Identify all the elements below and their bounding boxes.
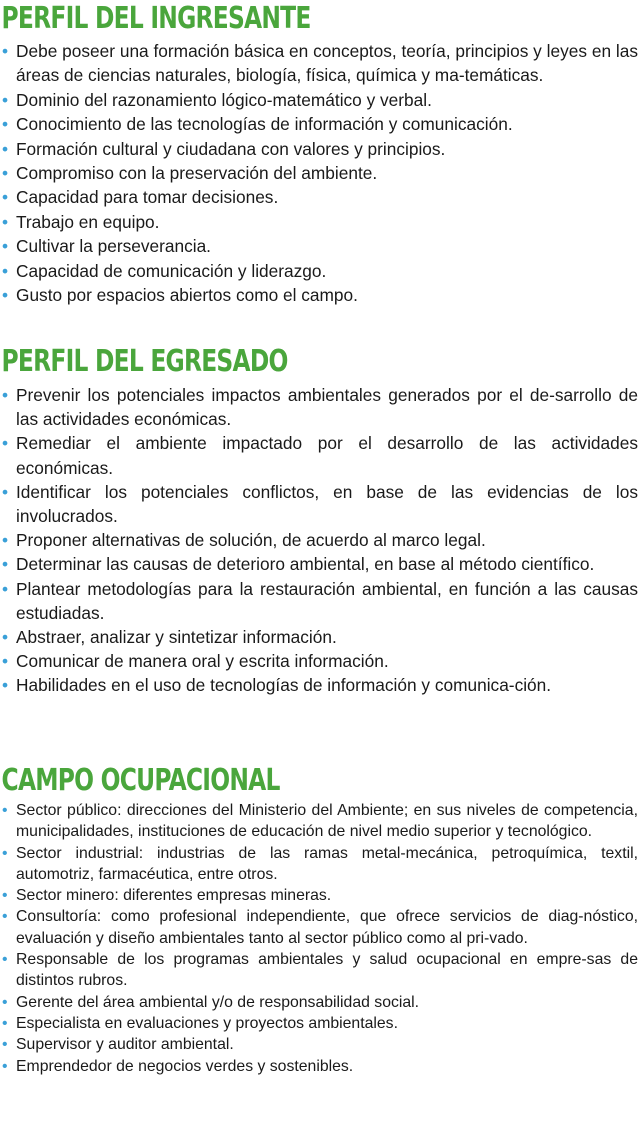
bullet-icon: • [2, 285, 9, 306]
bullet-icon: • [2, 89, 9, 110]
bullet-icon: • [2, 236, 9, 257]
list-item [0, 1013, 638, 1034]
list-item-text: Habilidades en el uso de tecnologías de información y comunica-ción. [16, 675, 552, 696]
bullet-icon: • [2, 908, 8, 926]
bullet-icon: • [2, 951, 8, 969]
bullet-icon: • [2, 651, 9, 672]
list-item [0, 88, 638, 112]
bullet-icon: • [2, 554, 9, 575]
list-item-text: Cultivar la perseverancia. [16, 236, 211, 257]
list-item [0, 283, 638, 307]
bullet-icon: • [2, 578, 9, 599]
bullet-icon: • [2, 163, 9, 184]
list-item-text: Formación cultural y ciudadana con valores y principios. [16, 138, 446, 159]
list-item [0, 137, 638, 161]
item-list [0, 383, 638, 698]
list-item [0, 112, 638, 136]
list-item [0, 800, 638, 843]
bullet-icon: • [2, 211, 9, 232]
list-item-text: Proponer alternativas de solución, de acuerdo al marco legal. [16, 530, 486, 551]
section-perfil-egresado [0, 345, 638, 698]
bullet-icon: • [2, 802, 8, 819]
section-perfil-ingresante [0, 2, 638, 307]
list-item [0, 649, 638, 673]
item-list [0, 800, 638, 1077]
list-item-text: Remediar el ambiente impactado por el desarrollo de las actividades económicas. [16, 433, 638, 478]
list-item [0, 673, 638, 697]
list-item-text: Debe poseer una formación básica en conceptos, teoría, principios y leyes en las áreas de ciencias naturales, biología, física, química y ma-temáticas. [16, 41, 638, 86]
list-item-text: Capacidad para tomar decisiones. [16, 187, 279, 208]
bullet-icon: • [2, 844, 8, 862]
list-item [0, 210, 638, 234]
list-item [0, 528, 638, 552]
bullet-icon: • [2, 114, 9, 135]
list-item-text: Dominio del razonamiento lógico-matemático y verbal. [16, 89, 432, 110]
list-item [0, 1034, 638, 1055]
list-item-text: Consultoría: como profesional independiente, que ofrece servicios de diag-nóstico, evaluación y diseño ambientales tanto al sector público como al pri-vado. [16, 908, 638, 947]
list-item-text: Comunicar de manera oral y escrita información. [16, 651, 389, 672]
bullet-icon: • [2, 1036, 8, 1054]
list-item-text: Compromiso con la preservación del ambiente. [16, 163, 378, 184]
list-item [0, 906, 638, 949]
bullet-icon: • [2, 1057, 8, 1075]
list-item [0, 39, 638, 88]
list-item-text: Especialista en evaluaciones y proyectos ambientales. [16, 1014, 398, 1032]
list-item [0, 259, 638, 283]
bullet-icon: • [2, 138, 9, 159]
list-item-text: Plantear metodologías para la restauración ambiental, en función a las causas estudiadas. [16, 578, 638, 623]
bullet-icon: • [2, 187, 9, 208]
bullet-icon: • [2, 675, 9, 696]
bullet-icon: • [2, 530, 9, 551]
list-item [0, 992, 638, 1013]
list-item [0, 625, 638, 649]
list-item-text: Trabajo en equipo. [16, 211, 160, 232]
list-item [0, 552, 638, 576]
list-item-text: Prevenir los potenciales impactos ambientales generados por el de-sarrollo de las actividades económicas. [16, 385, 638, 430]
list-item-text: Emprendedor de negocios verdes y sostenibles. [16, 1057, 354, 1075]
item-list [0, 39, 638, 307]
list-item-text: Gusto por espacios abiertos como el campo. [16, 285, 358, 306]
list-item [0, 161, 638, 185]
list-item [0, 949, 638, 992]
list-item-text: Determinar las causas de deterioro ambiental, en base al método científico. [16, 554, 595, 575]
bullet-icon: • [2, 385, 9, 405]
list-item [0, 843, 638, 886]
list-item [0, 1056, 638, 1077]
list-item [0, 431, 638, 479]
bullet-icon: • [2, 627, 9, 648]
list-item [0, 885, 638, 906]
list-item [0, 185, 638, 209]
list-item-text: Supervisor y auditor ambiental. [16, 1036, 234, 1054]
bullet-icon: • [2, 260, 9, 281]
list-item-text: Responsable de los programas ambientales y salud ocupacional en empre-sas de distintos rubros. [16, 951, 638, 990]
bullet-icon: • [2, 41, 9, 61]
section-heading: PERFIL DEL INGRESANTE [1, 1, 311, 36]
section-heading: CAMPO OCUPACIONAL [1, 763, 280, 798]
list-item-text: Gerente del área ambiental y/o de responsabilidad social. [16, 993, 420, 1011]
list-item [0, 383, 638, 431]
list-item-text: Sector público: direcciones del Ministerio del Ambiente; en sus niveles de competencia, municipalidades, instituciones de educación de nivel medio superior y tecnológico. [16, 802, 638, 841]
section-heading: PERFIL DEL EGRESADO [1, 344, 288, 379]
list-item-text: Sector industrial: industrias de las ramas metal-mecánica, petroquímica, textil, automotriz, farmacéutica, entre otros. [16, 844, 638, 883]
list-item [0, 234, 638, 258]
list-item-text: Abstraer, analizar y sintetizar información. [16, 627, 337, 648]
bullet-icon: • [2, 887, 8, 905]
list-item-text: Sector minero: diferentes empresas mineras. [16, 887, 332, 905]
bullet-icon: • [2, 481, 9, 502]
list-item [0, 577, 638, 625]
bullet-icon: • [2, 1014, 8, 1032]
section-campo-ocupacional [0, 764, 638, 1077]
bullet-icon: • [2, 993, 8, 1011]
bullet-icon: • [2, 433, 9, 454]
list-item-text: Conocimiento de las tecnologías de información y comunicación. [16, 114, 513, 135]
list-item [0, 480, 638, 528]
list-item-text: Capacidad de comunicación y liderazgo. [16, 260, 327, 281]
list-item-text: Identificar los potenciales conflictos, en base de las evidencias de los involucrados. [16, 481, 638, 527]
